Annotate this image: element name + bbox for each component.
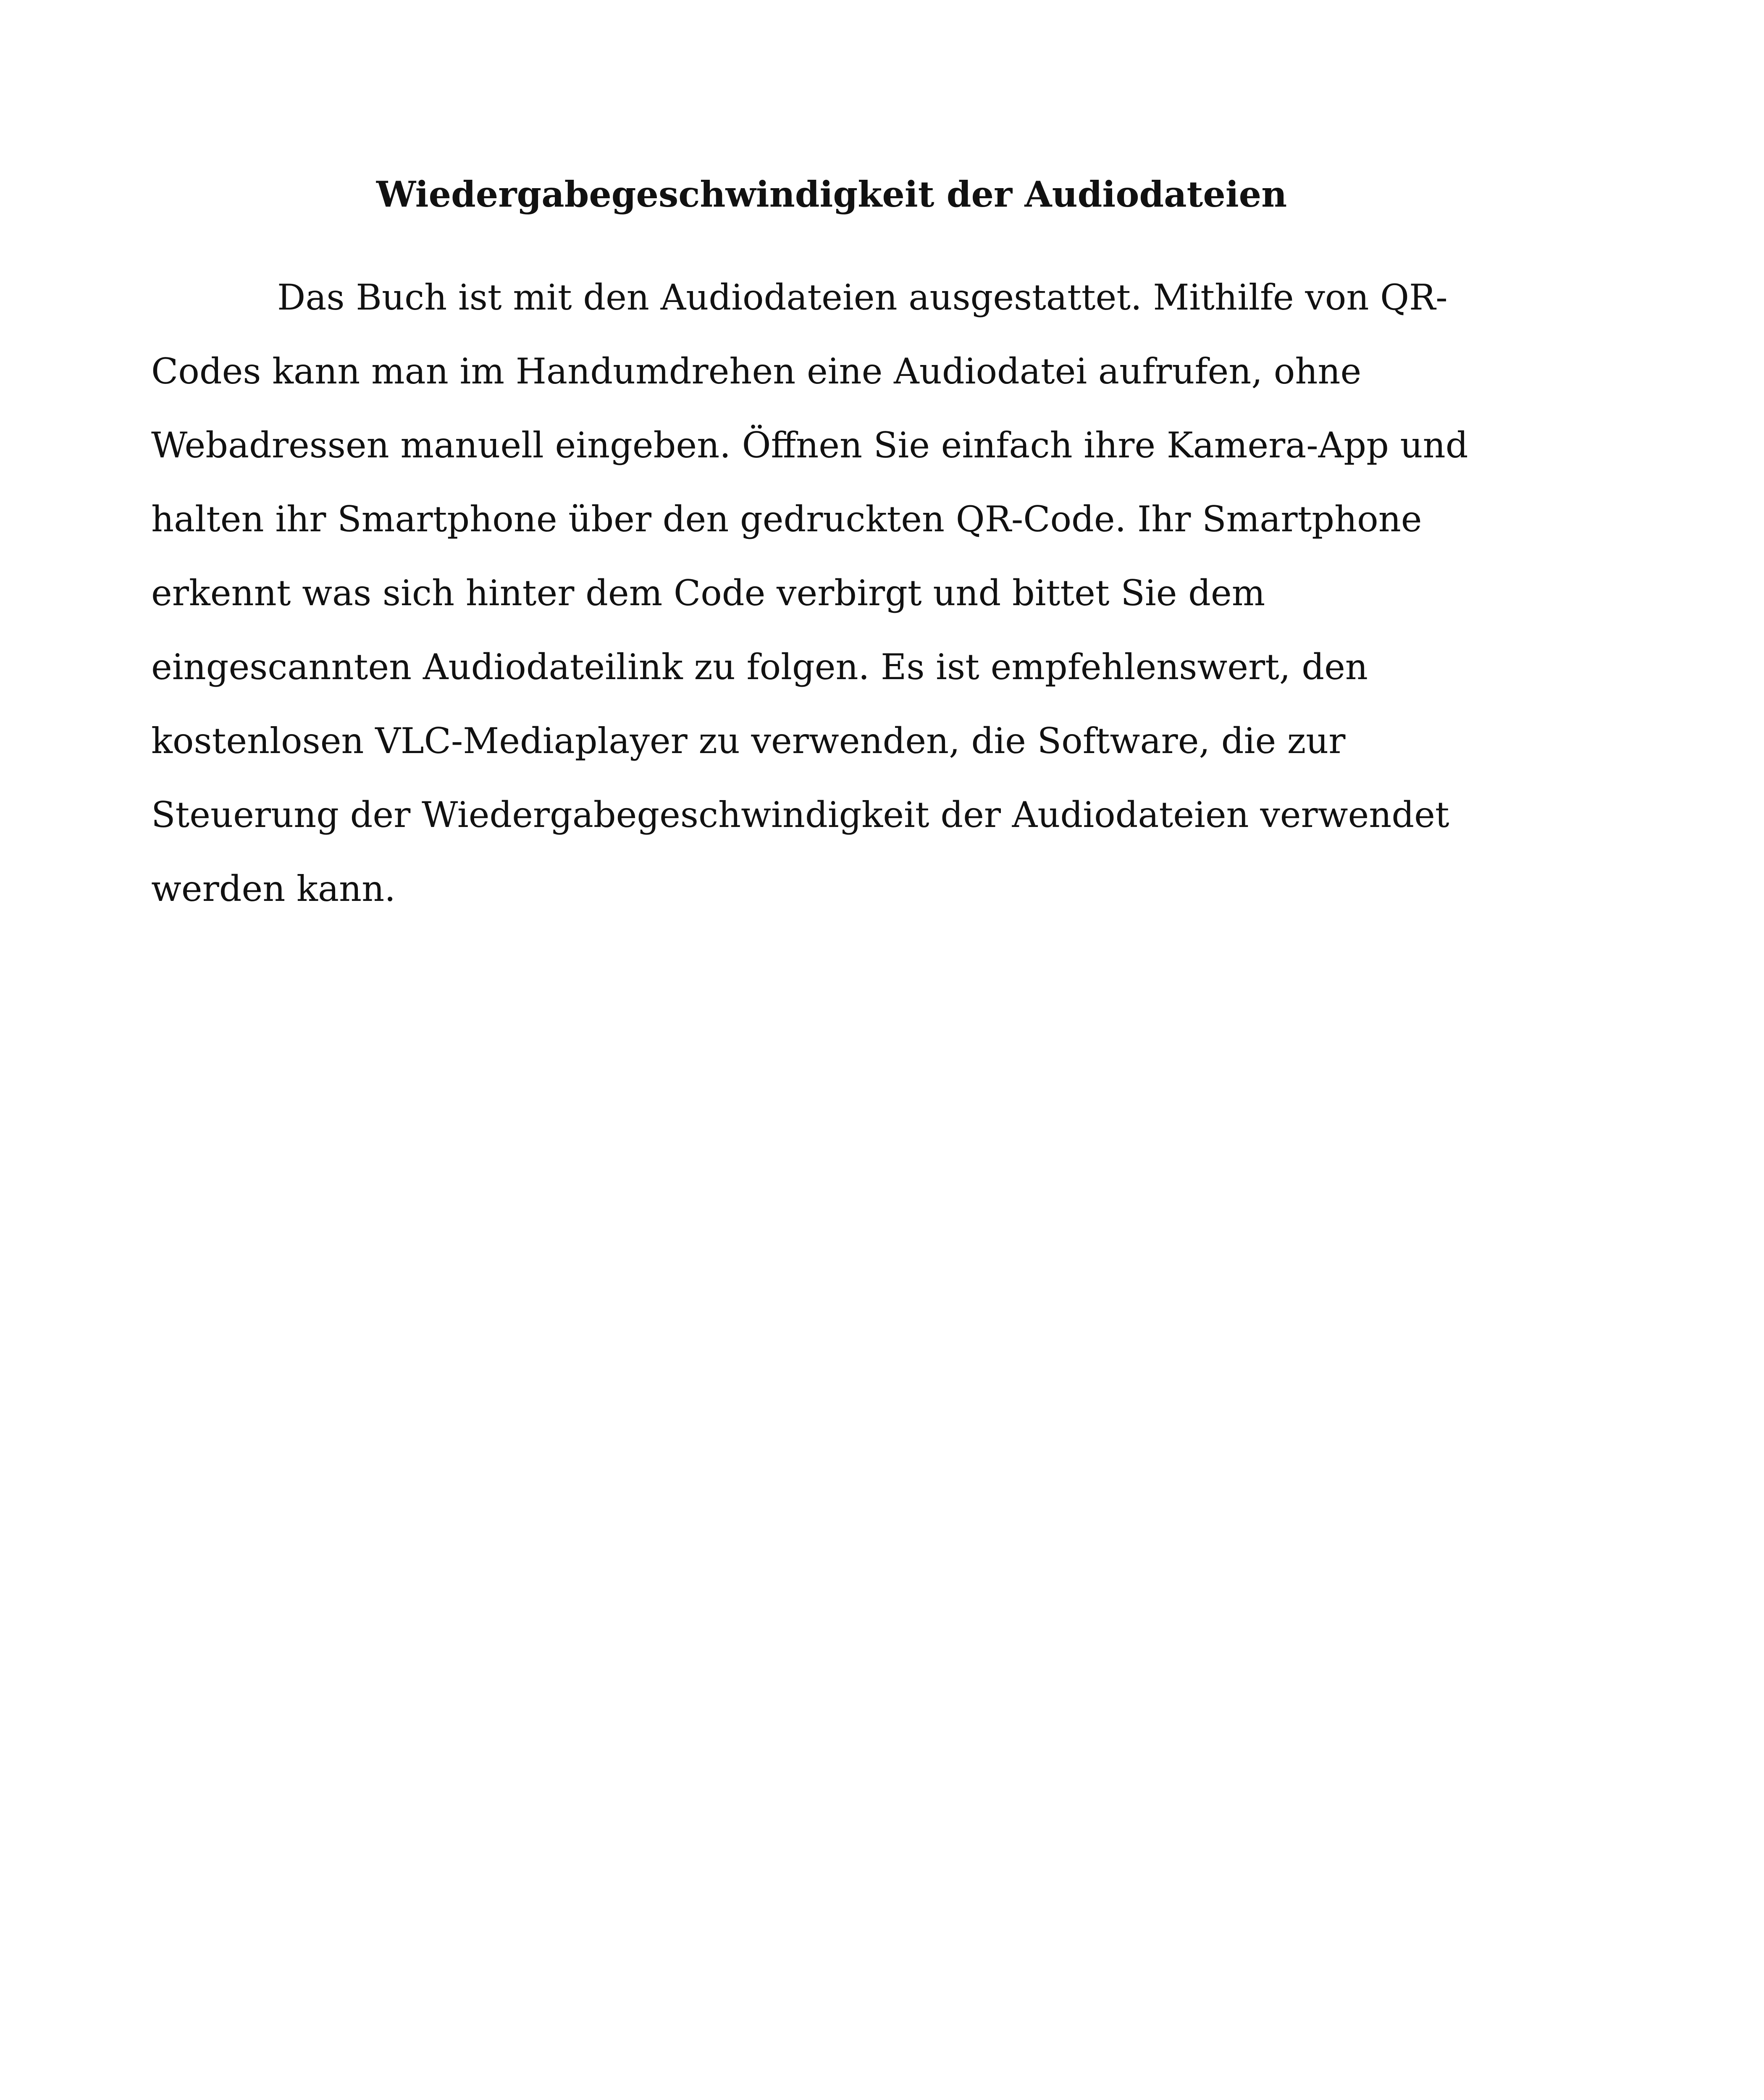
paragraph-line: erkennt was sich hinter dem Code verbirgt und bittet Sie dem <box>151 572 1265 614</box>
paragraph-line: Steuerung der Wiedergabegeschwindigkeit der Audiodateien verwendet <box>151 794 1449 835</box>
paragraph-line: halten ihr Smartphone über den gedruckten QR-Code. Ihr Smartphone <box>151 499 1422 540</box>
paragraph-line: Webadressen manuell eingeben. Öffnen Sie einfach ihre Kamera-App und <box>151 425 1468 466</box>
paragraph-line: kostenlosen VLC-Mediaplayer zu verwenden, die Software, die zur <box>151 720 1346 761</box>
paragraph-line: eingescannten Audiodateilink zu folgen. Es ist empfehlenswert, den <box>151 646 1368 688</box>
paragraph-line: Codes kann man im Handumdrehen eine Audiodatei aufrufen, ohne <box>151 351 1362 392</box>
section-title: Wiedergabegeschwindigkeit der Audiodateien <box>376 173 1287 215</box>
body-paragraph <box>151 260 1487 926</box>
paragraph-line: werden kann. <box>151 868 396 909</box>
paragraph-line: Das Buch ist mit den Audiodateien ausgestattet. Mithilfe von QR- <box>277 277 1448 318</box>
